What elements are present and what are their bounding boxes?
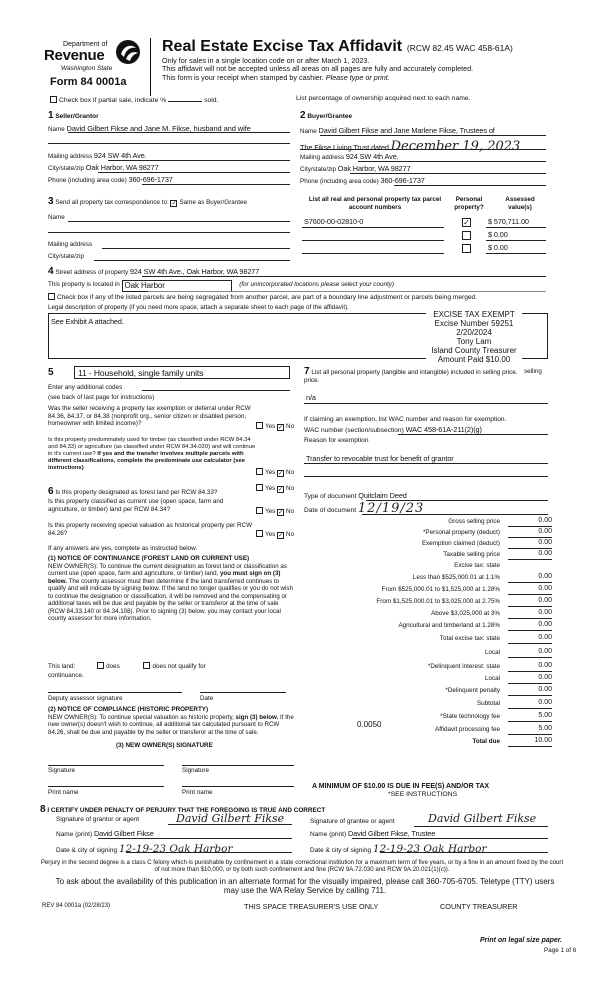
s3-city-field[interactable]: City/state/zip — [48, 253, 85, 260]
tax-row-label: Total due — [472, 738, 500, 745]
buyer-name-field[interactable]: Name David Gilbert Fikse and Jane Marlene Fikse, Trustees of — [300, 126, 495, 135]
s3-name-field[interactable]: Name — [48, 214, 65, 221]
exemption-claim-label: If claiming an exemption, list WAC number and reason for exemption. — [304, 416, 507, 423]
grantor-signature[interactable]: Signature of grantor or agent — [56, 816, 140, 823]
tax-row-value[interactable]: 0.00 — [508, 634, 552, 644]
tax-row-value[interactable]: 5.00 — [508, 712, 552, 722]
new-owner-sig-heading: (3) NEW OWNER(S) SIGNATURE — [116, 742, 213, 749]
buyer-phone-field[interactable]: Phone (including area code) 360-696-1737 — [300, 176, 425, 185]
new-owner-signature-line[interactable] — [48, 765, 164, 766]
minimum-due-note: A MINIMUM OF $10.00 IS DUE IN FEE(S) AND/OR TAX — [312, 783, 490, 790]
tax-row-value[interactable]: 0.00 — [508, 517, 552, 527]
tax-row-label: Taxable selling price — [443, 551, 500, 558]
form-title: Real Estate Excise Tax Affidavit (RCW 82.45 WAC 458-61A) — [162, 38, 513, 55]
no-checkbox[interactable]: ✓ — [278, 487, 284, 493]
tax-row-label: From $1,525,000.01 to $3,025,000 at 2.75% — [376, 598, 500, 605]
tax-row-value[interactable]: 0.00 — [508, 573, 552, 583]
section-1-heading: 1 Seller/Grantor — [48, 110, 99, 121]
document-date-field[interactable]: Date of document 12/19/23 — [304, 501, 425, 516]
exemption-reason-field[interactable]: Transfer to revocable trust for benefit of grantor — [306, 454, 454, 463]
tax-row-label: Exemption claimed (deduct) — [421, 540, 500, 547]
tax-row-label: Local — [484, 675, 500, 682]
dept-of-label: Department of — [63, 41, 108, 48]
legal-description-box[interactable]: See Exhibit A attached. — [48, 313, 548, 359]
yes-checkbox[interactable] — [256, 507, 263, 514]
revision-number: REV 84 0001a (02/28/23) — [42, 903, 111, 909]
treasurer-space: THIS SPACE TREASURER'S USE ONLY — [244, 902, 379, 911]
no-checkbox[interactable]: ✓ — [278, 471, 284, 477]
no-checkbox[interactable]: ✓ — [278, 425, 284, 431]
wac-field[interactable]: WAC number (section/subsection) WAC 458-61A-211(2)(g) — [304, 425, 482, 434]
q-exemption-answer: Yes ✓ No — [256, 422, 294, 431]
section-3-heading: 3 Send all property tax correspondence to: ✓ Same as Buyer/Grantee — [48, 196, 248, 207]
deputy-signature-line[interactable] — [48, 692, 182, 693]
deputy-date-line[interactable] — [200, 692, 286, 693]
tax-row-label: *Delinquent penalty — [445, 687, 500, 694]
legal-size-note: Print on legal size paper. — [480, 937, 563, 944]
q-exemption-text: Was the seller receiving a property tax exemption or deferral under RCW 84.36, 84.37, or 84.38 (nonprofit org., senior citizen or disabled person, homeowner with limited income)? — [48, 405, 251, 428]
no-checkbox[interactable]: ✓ — [278, 533, 284, 539]
does-qualify-checkbox[interactable] — [97, 662, 104, 669]
tax-row-value[interactable]: 0.00 — [508, 662, 552, 672]
alt-format-notice: To ask about the availability of this publication in an alternate format for the visually impaired, please call 360-705-6705. Teletype (TTY) users may use the WA Relay Service by calling 711. — [55, 877, 555, 895]
tax-row-label: Subtotal — [476, 700, 500, 707]
tax-row-value[interactable]: 0.00 — [508, 597, 552, 607]
parcel-row — [302, 230, 546, 242]
ownership-note: List percentage of ownership acquired next to each name. — [296, 95, 471, 102]
personal-property-field[interactable]: n/a — [306, 393, 316, 402]
q-timber-text: Is this property predominately used for timber (as classified under RCW 84.34 and 84.33) or agriculture (as classified under RCW 84.34.020) and will continue in it's current use? If yes and the transfer involves multiple parcels with different classifications, complete the predominate use calculator (see instructions) — [48, 437, 256, 471]
tax-row-label: Gross selling price — [448, 518, 500, 525]
tax-row-value[interactable]: 10.00 — [508, 737, 552, 747]
tax-row-value[interactable]: 0.00 — [508, 550, 552, 560]
new-owner-signature-line-2[interactable] — [182, 765, 294, 766]
grantee-signature[interactable]: Signature of grantee or agent — [310, 818, 395, 825]
tax-row-value[interactable]: 0.00 — [508, 699, 552, 709]
assessed-value[interactable]: $ 0.00 — [488, 230, 508, 239]
assessed-value[interactable]: $ 570,711.00 — [488, 217, 529, 226]
tax-row-label: Agricultural and timberland at 1.28% — [398, 622, 500, 629]
grantor-date-field[interactable]: Date & city of signing 12-19-23 Oak Harbor — [56, 843, 233, 855]
tax-row-value[interactable]: 0.00 — [508, 585, 552, 595]
section-4-street[interactable]: 4 Street address of property 924 SW 4th Ave., Oak Harbor, WA 98277 — [48, 266, 260, 277]
exempt-stamp: EXCISE TAX EXEMPT Excise Number 59251 2/20/2024 Tony Lam Island County Treasurer Amount Paid $10.00 — [426, 311, 522, 365]
location-row: This property is located in Oak Harbor (for unincorporated locations please select your county) — [48, 281, 394, 290]
no-checkbox[interactable]: ✓ — [278, 510, 284, 516]
land-use-select[interactable]: 11 - Household, single family units — [74, 366, 290, 379]
tax-row-label: Total excise tax: state — [439, 635, 500, 642]
tax-row-value[interactable]: 0.00 — [508, 609, 552, 619]
tax-row-value[interactable]: 0.00 — [508, 621, 552, 631]
segregation-row: Check box if any of the listed parcels are being segregated from another parcel, are part of a boundary line adjustment or parcels being merged. — [48, 293, 477, 302]
notice-compliance-text: NEW OWNER(S): To continue special valuation as historic property, sign (3) below. If the new owner(s) doesn't wish to continue, all additional tax calculated pursuant to RCW 84.26, shall be due and payable by the seller or transferor at the time of sale. — [48, 714, 294, 736]
parcel-account-number[interactable]: S7600-00-02810-0 — [304, 217, 364, 226]
additional-codes-field[interactable] — [142, 390, 290, 391]
parcel-header-accounts: List all real and personal property tax parcel account numbers — [308, 196, 442, 211]
assessed-value[interactable]: $ 0.00 — [488, 243, 508, 252]
tax-row-value[interactable]: 0.00 — [508, 539, 552, 549]
grantee-date-field[interactable]: Date & city of signing 12-19-23 Oak Harbor — [310, 843, 487, 855]
does-not-qualify-checkbox[interactable] — [143, 662, 150, 669]
grantor-name-field[interactable]: Name (print) David Gilbert Fikse — [56, 829, 154, 838]
yes-checkbox[interactable] — [256, 530, 263, 537]
q-forest: 6 Is this property designated as forest land per RCW 84.33? — [48, 486, 218, 497]
buyer-city-field[interactable]: City/state/zip Oak Harbor, WA 98277 — [300, 164, 411, 173]
county-treasurer: COUNTY TREASURER — [440, 902, 518, 911]
location-select[interactable]: Oak Harbor — [122, 280, 232, 292]
segregation-checkbox[interactable] — [48, 293, 55, 300]
page-number: Page 1 of 6 — [544, 947, 577, 954]
partial-sale-checkbox[interactable] — [50, 96, 57, 103]
section-5-number: 5 — [48, 367, 54, 378]
tax-row-label: *Delinquent interest: state — [427, 663, 500, 670]
tax-row-value[interactable]: 0.00 — [508, 648, 552, 658]
tax-row-value[interactable]: 0.00 — [508, 686, 552, 696]
local-rate[interactable]: 0.0050 — [357, 720, 382, 729]
q-timber-answer: Yes ✓ No — [256, 468, 294, 477]
notice-continuance-heading: (1) NOTICE OF CONTINUANCE (FOREST LAND OR CURRENT USE) — [48, 555, 250, 562]
buyer-address-field[interactable]: Mailing address 924 SW 4th Ave. — [300, 152, 399, 161]
parcel-row — [302, 243, 546, 255]
seller-address-field[interactable]: Mailing address 924 SW 4th Ave. — [48, 151, 147, 160]
if-yes-note: If any answers are yes, complete as instructed below. — [48, 545, 198, 552]
parcel-header-value: Assessed value(s) — [505, 196, 535, 211]
s3-address-field[interactable]: Mailing address — [48, 241, 93, 248]
tax-row-label: Less than $525,000.01 at 1.1% — [412, 574, 500, 581]
section-7-heading: 7 List all personal property (tangible and intangible) included in selling price. — [304, 366, 518, 377]
additional-codes-label: Enter any additional codes — [48, 384, 123, 391]
perjury-notice: Perjury in the second degree is a class C felony which is punishable by confinement in a state correctional institution for a maximum term of five years, or by a fine in an amount fixed by the court of not more than $10,000, or by both such confinement and fine (RCW 9A.72.030 and RCW 9A.20.021(1)(c)). — [40, 859, 564, 873]
seller-phone-field[interactable]: Phone (including area code) 360-696-1737 — [48, 175, 173, 184]
new-owner-print-line[interactable] — [48, 786, 164, 787]
notice-compliance-heading: (2) NOTICE OF COMPLIANCE (HISTORIC PROPERTY) — [48, 706, 209, 713]
tax-row-label: *State technology fee — [440, 713, 500, 720]
land-qualify-row: This land: does does not qualify for — [48, 663, 206, 670]
parcel-header-personal: Personal property? — [454, 196, 484, 211]
yes-checkbox[interactable] — [256, 468, 263, 475]
personal-property-checkbox[interactable]: ✓ — [463, 218, 470, 227]
tax-row-label: Excise tax: state — [454, 562, 500, 569]
yes-checkbox[interactable] — [256, 484, 263, 491]
header-divider — [150, 38, 151, 96]
revenue-logo-icon — [114, 39, 142, 65]
personal-property-checkbox[interactable] — [462, 231, 471, 240]
tax-row-label: *Personal property (deduct) — [422, 529, 500, 536]
form-number: Form 84 0001a — [50, 76, 127, 88]
new-owner-print-line-2[interactable] — [182, 786, 294, 787]
header-instructions: Only for sales in a single location code on or after March 1, 2023. This affidavit will not be accepted unless all areas on all pages are fully and accurately completed. This form is your receipt when stamped by cashier. Please type or print. — [162, 56, 474, 82]
tax-row-label: Affidavit processing fee — [435, 726, 500, 733]
tax-row-value[interactable]: 5.00 — [508, 725, 552, 735]
personal-property-checkbox[interactable] — [462, 244, 471, 253]
yes-checkbox[interactable] — [256, 422, 263, 429]
tax-row-label: Above $3,025,000 at 3% — [431, 610, 500, 617]
q-historic: Is this property receiving special valuation as historical property per RCW 84.26? — [48, 522, 253, 537]
dor-logo — [46, 38, 146, 92]
section-8-heading: 8 I CERTIFY UNDER PENALTY OF PERJURY THAT THE FOREGOING IS TRUE AND CORRECT — [40, 804, 326, 815]
tax-row-label: From $525,000.01 to $1,525,000 at 1.28% — [381, 586, 500, 593]
same-as-buyer-checkbox[interactable]: ✓ — [171, 201, 177, 207]
buyer-name-line-2[interactable]: The Fikse Living Trust dated December 19, 2023 — [300, 139, 521, 154]
revenue-wordmark: Revenue — [44, 47, 105, 64]
tax-row-value[interactable]: 0.00 — [508, 674, 552, 684]
partial-sale-row: Check box if partial sale, indicate % sold. — [50, 96, 218, 105]
seller-city-field[interactable]: City/state/zip Oak Harbor, WA 98277 — [48, 163, 159, 172]
tax-row-label: Local — [484, 649, 500, 656]
grantee-name-field[interactable]: Name (print) David Gilbert Fikse, Trustee — [310, 829, 436, 838]
q-current-use: Is this property classified as current use (open space, farm and agriculture, or timber) land per RCW 84.34? — [48, 498, 224, 513]
legal-desc-label: Legal description of property (if you need more space, attach a separate sheet to each page of the affidavit). — [48, 304, 349, 311]
section-2-heading: 2 Buyer/Grantee — [300, 110, 353, 121]
seller-name-field[interactable]: Name David Gilbert Fikse and Jane M. Fikse, husband and wife — [48, 124, 251, 133]
notice-continuance-text: NEW OWNER(S): To continue the current designation as forest land or classification as current use (open space, farm and agriculture, or timber) land, you must sign on (3) below. The county assessor must then determine if the land transferred continues to qualify and will indicate by signing below. If the land no longer qualifies or you do not wish to continue the designation or classification, it will be removed and the compensating or additional taxes will be due and payable by the seller or transferor at the time of sale (RCW 84.33.140 or 84.34.108). Prior to signing (3) below, you may contact your local county assessor for more information. — [48, 563, 293, 623]
see-instructions: *SEE INSTRUCTIONS — [388, 791, 458, 798]
state-label: Washington State — [61, 65, 113, 72]
parcel-row — [302, 217, 546, 229]
tax-row-value[interactable]: 0.00 — [508, 528, 552, 538]
document-type-field[interactable]: Type of document Quitclaim Deed — [304, 491, 407, 500]
